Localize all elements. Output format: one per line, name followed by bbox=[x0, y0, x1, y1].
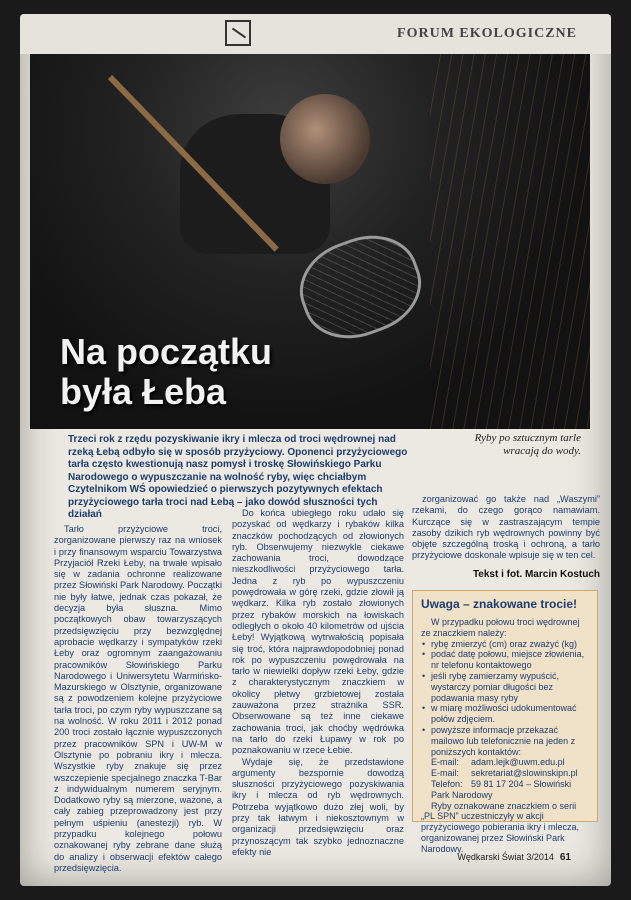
list-item: • jeśli rybę zamierzamy wypuścić, wystarczy pomiar długości bez podawania masy ryby bbox=[431, 671, 589, 703]
reeds-graphic bbox=[430, 54, 590, 429]
magazine-page bbox=[20, 14, 611, 886]
info-box-footer: Ryby oznakowane znaczkiem o serii „PL SPN” uczestniczyły w akcji przyżyciowego pobierania ikry i mlecza, organizowanej przez Słowiński Park Narodowy. bbox=[421, 800, 580, 854]
headline-line-2: była Łeba bbox=[60, 371, 227, 412]
list-item: • powyższe informacje przekazać mailowo lub telefonicznie na jeden z poniższych kontaktów: bbox=[431, 725, 589, 757]
page-header bbox=[20, 14, 611, 54]
caption-line-1: Ryby po sztucznym tarle bbox=[474, 432, 581, 444]
author-credit: Tekst i fot. Marcin Kostuch bbox=[472, 569, 600, 580]
article-headline bbox=[60, 332, 272, 412]
angler-head-graphic bbox=[280, 94, 370, 184]
headline-line-1: Na początku bbox=[60, 331, 273, 372]
contact-label: Telefon: bbox=[431, 778, 463, 789]
contact-label: E-mail: bbox=[431, 768, 460, 779]
contact-email-2 bbox=[421, 768, 589, 779]
info-box-title: Uwaga – znakowane trocie! bbox=[421, 597, 578, 611]
contact-phone bbox=[421, 779, 589, 801]
article-column-2 bbox=[232, 508, 404, 858]
section-title: FORUM EKOLOGICZNE bbox=[397, 26, 577, 41]
paragraph: Do końca ubiegłego roku udało się pozyskać od wędkarzy i rybaków kilka znaczków pochodzących od złowionych ryb. Obserwujemy niezwykle ciekawe zachowania troci, dowodzące nieszkodliwości przyżyciowego tarła. Jedna z ryb po wypuszczeniu powędrowała w górę rzeki, gdzie złowił ją wędkarz. Kilka ryb zostało złowionych przez rybaków morskich na łowiskach odległych o około 40 kilometrów od ujścia Łeby! Wyjątkową wytrwałością popisała się troć, która najprawdopodobniej ponad rok po wypuszczeniu powędrowała na tarło w niewielki dopływ rzeki Łeby, gdzie z charakterystycznym znaczkiem w okolicy płetwy grzbietowej została zauważona przez strażnika SSR. Obserwowane są też inne ciekawe zachowania troci, jak choćby wędrówka na tarło do rzeki Łupawy w rok po poznakowaniu w rzece Łebie. bbox=[232, 508, 404, 756]
paragraph: zorganizować go także nad „Waszymi” rzekami, do czego gorąco namawiam. Kurczące się w zastraszającym tempie zasoby dzikich ryb wędrownych powinny być objęte szczególną troską i ochroną, a tarło przyżyciowe doskonale wpisuje się w ten cel. bbox=[412, 494, 600, 561]
article-lead: Trzeci rok z rzędu pozyskiwanie ikry i mlecza od troci wędrownej nad rzeką Łebą odbyło się w sposób przyżyciowy. Oponenci przyżyciowego tarła często kwestionują nasz pomysł i troskę Słowińskiego Parku Narodowego o wypuszczanie na wolność ryby, więc chciałbym Czytelnikom WŚ opowiedzieć o pierwszych pozytywnych efektach przyżyciowego tarła troci nad Łebą – jako dowód słuszności tych działań bbox=[68, 434, 408, 520]
info-box-intro: W przypadku połowu troci wędrownej ze znaczkiem należy: bbox=[421, 617, 580, 638]
page-number: 61 bbox=[559, 852, 571, 863]
info-box bbox=[412, 590, 598, 854]
list-item: • podać datę połowu, miejsce złowienia, nr telefonu kontaktowego bbox=[431, 649, 589, 671]
contact-value: adam.lejk@uwm.edu.pl bbox=[471, 757, 565, 768]
caption-line-2: wracają do wody. bbox=[503, 445, 581, 457]
list-item: • w miarę możliwości udokumentować połów zdjęciem. bbox=[431, 703, 589, 725]
issue-label: Wędkarski Świat 3/2014 bbox=[457, 852, 554, 862]
contact-value: 59 81 17 204 – Słowiński Park Narodowy bbox=[431, 778, 572, 800]
info-box-list bbox=[421, 639, 589, 758]
contact-email-1 bbox=[421, 757, 589, 768]
article-column-1 bbox=[54, 524, 222, 874]
contact-label: E-mail: bbox=[431, 757, 460, 768]
article-column-3 bbox=[412, 494, 600, 562]
list-item: • rybę zmierzyć (cm) oraz zważyć (kg) bbox=[431, 639, 589, 650]
page-footer bbox=[457, 852, 571, 863]
paragraph: Tarło przyżyciowe troci, zorganizowane pierwszy raz na wniosek i przy finansowym wsparciu Towarzystwa Przyjaciół Rzeki Łeby, na trwałe wpisało się w zadania ochronne realizowane przez Słowiński Park Narodowy. Początki nie były łatwe, jednak czas pokazał, że decyzja była słuszna. Mimo początkowych obaw towarzyszących przedsięwzięciu przy bezwzględnej aprobacie wędkarzy i sympatyków rzeki Łeby oraz ogromnym zaangażowaniu pracowników Słowińskiego Parku Narodowego i Uniwersytetu Warmińsko-Mazurskiego w Olsztynie, organizowane są z powodzeniem kolejne przyżyciowe tarła troci, po czym ryby wypuszczane są na wolność. W roku 2011 i 2012 ponad 200 troci zostało łącznie wypuszczonych przez pracowników SPN i UW-M w Olsztynie po pobraniu ikry i mlecza. Wszystkie ryby znakuje się przez wszczepienie specjalnego znaczka T-Bar z indywidualnym numerem seryjnym. Dodatkowo ryby są mierzone, ważone, a cały zabieg przeprowadzony jest przy pełnym uśpieniu (anestezji) ryb. W przypadku kolejnego połowu oznakowanej ryby zebrane dane służą do analizy i obserwacji efektów całego przedsięwzięcia. bbox=[54, 524, 222, 873]
fishing-magazine-logo-icon bbox=[225, 20, 251, 46]
paragraph: Wydaje się, że przedstawione argumenty bezspornie dowodzą słuszności przyżyciowego pozyskiwania ikry i mlecza od ryb wędrownych. Potrzeba wyjątkowo dużo złej woli, by przy tak łatwym i niekosztownym w organizacji przedsięwzięciu oraz przynoszącym tak szybko jednoznaczne efekty nie bbox=[232, 756, 404, 857]
photo-caption bbox=[411, 432, 581, 458]
contact-value: sekretariat@slowinskipn.pl bbox=[471, 768, 578, 779]
